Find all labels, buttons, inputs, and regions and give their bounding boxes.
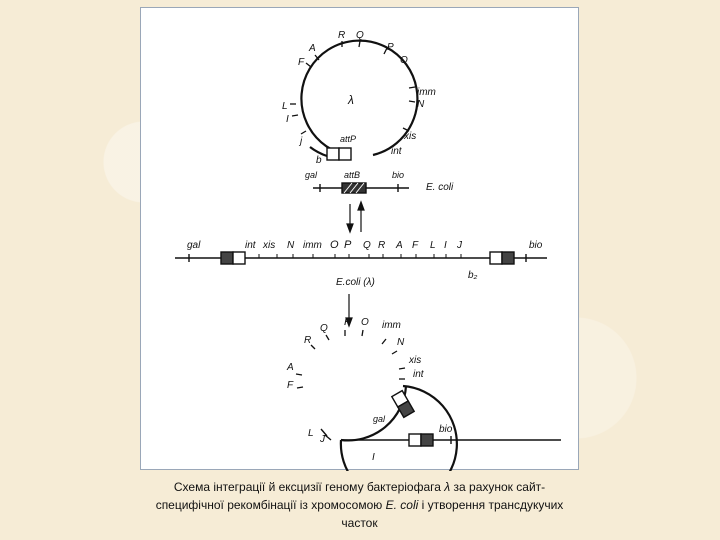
label-attp: attP [340, 134, 357, 144]
label-n: N [287, 240, 295, 251]
label-int: int [245, 240, 256, 251]
label-attb: attB [344, 170, 361, 180]
label-j: j [300, 136, 303, 147]
label-f: F [287, 380, 294, 391]
label-ecoli: E. coli [385, 498, 419, 512]
label-p: P [387, 42, 394, 53]
label-gal: gal [305, 170, 318, 180]
label-o: O [400, 55, 408, 66]
label-int: int [391, 146, 402, 157]
label-a: A [396, 240, 403, 251]
label-gal: gal [187, 240, 201, 251]
ecoli-chromosome-segment [313, 183, 409, 193]
label-j: J [320, 434, 325, 445]
label-ecoli_lambda: E.coli (λ) [336, 277, 375, 288]
label-a: A [309, 43, 316, 54]
label-f: F [412, 240, 419, 251]
label-i: I [372, 452, 375, 463]
label-l: L [430, 240, 436, 251]
label-b: b [316, 155, 322, 166]
label-xis: xis [409, 355, 422, 366]
figure-caption [140, 478, 579, 532]
label-j: J [457, 240, 462, 251]
label-part1: Схема інтеграції й ексцизії геному бактеріофага [173, 480, 445, 494]
label-xis: xis [263, 240, 276, 251]
label-int: int [413, 369, 424, 380]
label-r: R [338, 30, 346, 41]
label-n: N [417, 99, 425, 110]
label-p: P [344, 239, 352, 251]
label-o: O [361, 317, 369, 328]
label-l: L [308, 428, 314, 439]
label-part2: за рахунок сайт-специфічної рекомбінації із хромосомою [155, 480, 546, 512]
label-o: O [330, 239, 339, 251]
label-name: E. coli [426, 182, 454, 193]
bottom-circle-hybrid-site [392, 391, 414, 418]
label-p: P [344, 316, 352, 328]
label-i: I [444, 240, 447, 251]
integrated-prophage-line [175, 252, 547, 264]
figure-frame [140, 7, 579, 470]
label-bio: bio [392, 170, 405, 180]
label-imm: imm [417, 87, 436, 98]
label-xis: xis [404, 131, 417, 142]
label-bio: bio [439, 424, 453, 435]
label-r: R [378, 240, 386, 251]
label-a: A [287, 362, 294, 373]
label-r: R [304, 335, 312, 346]
label-imm: imm [382, 320, 401, 331]
label-gal: gal [373, 414, 386, 424]
label-q: Q [363, 240, 371, 251]
label-f: F [298, 57, 305, 68]
label-q: Q [320, 323, 328, 334]
label-lambda-center: λ [348, 93, 354, 107]
label-b2: b₂ [468, 270, 478, 281]
label-part3: і утворення трансдукучих часток [341, 498, 564, 530]
label-bio: bio [529, 240, 543, 251]
label-q: Q [356, 30, 364, 41]
recombination-arrows [347, 202, 364, 232]
attP-site-box [327, 148, 351, 160]
label-n: N [397, 337, 405, 348]
label-l: L [282, 101, 288, 112]
label-i: I [286, 114, 289, 125]
label-lambda: λ [444, 480, 451, 494]
label-imm: imm [303, 240, 322, 251]
integration-diagram [141, 8, 580, 471]
